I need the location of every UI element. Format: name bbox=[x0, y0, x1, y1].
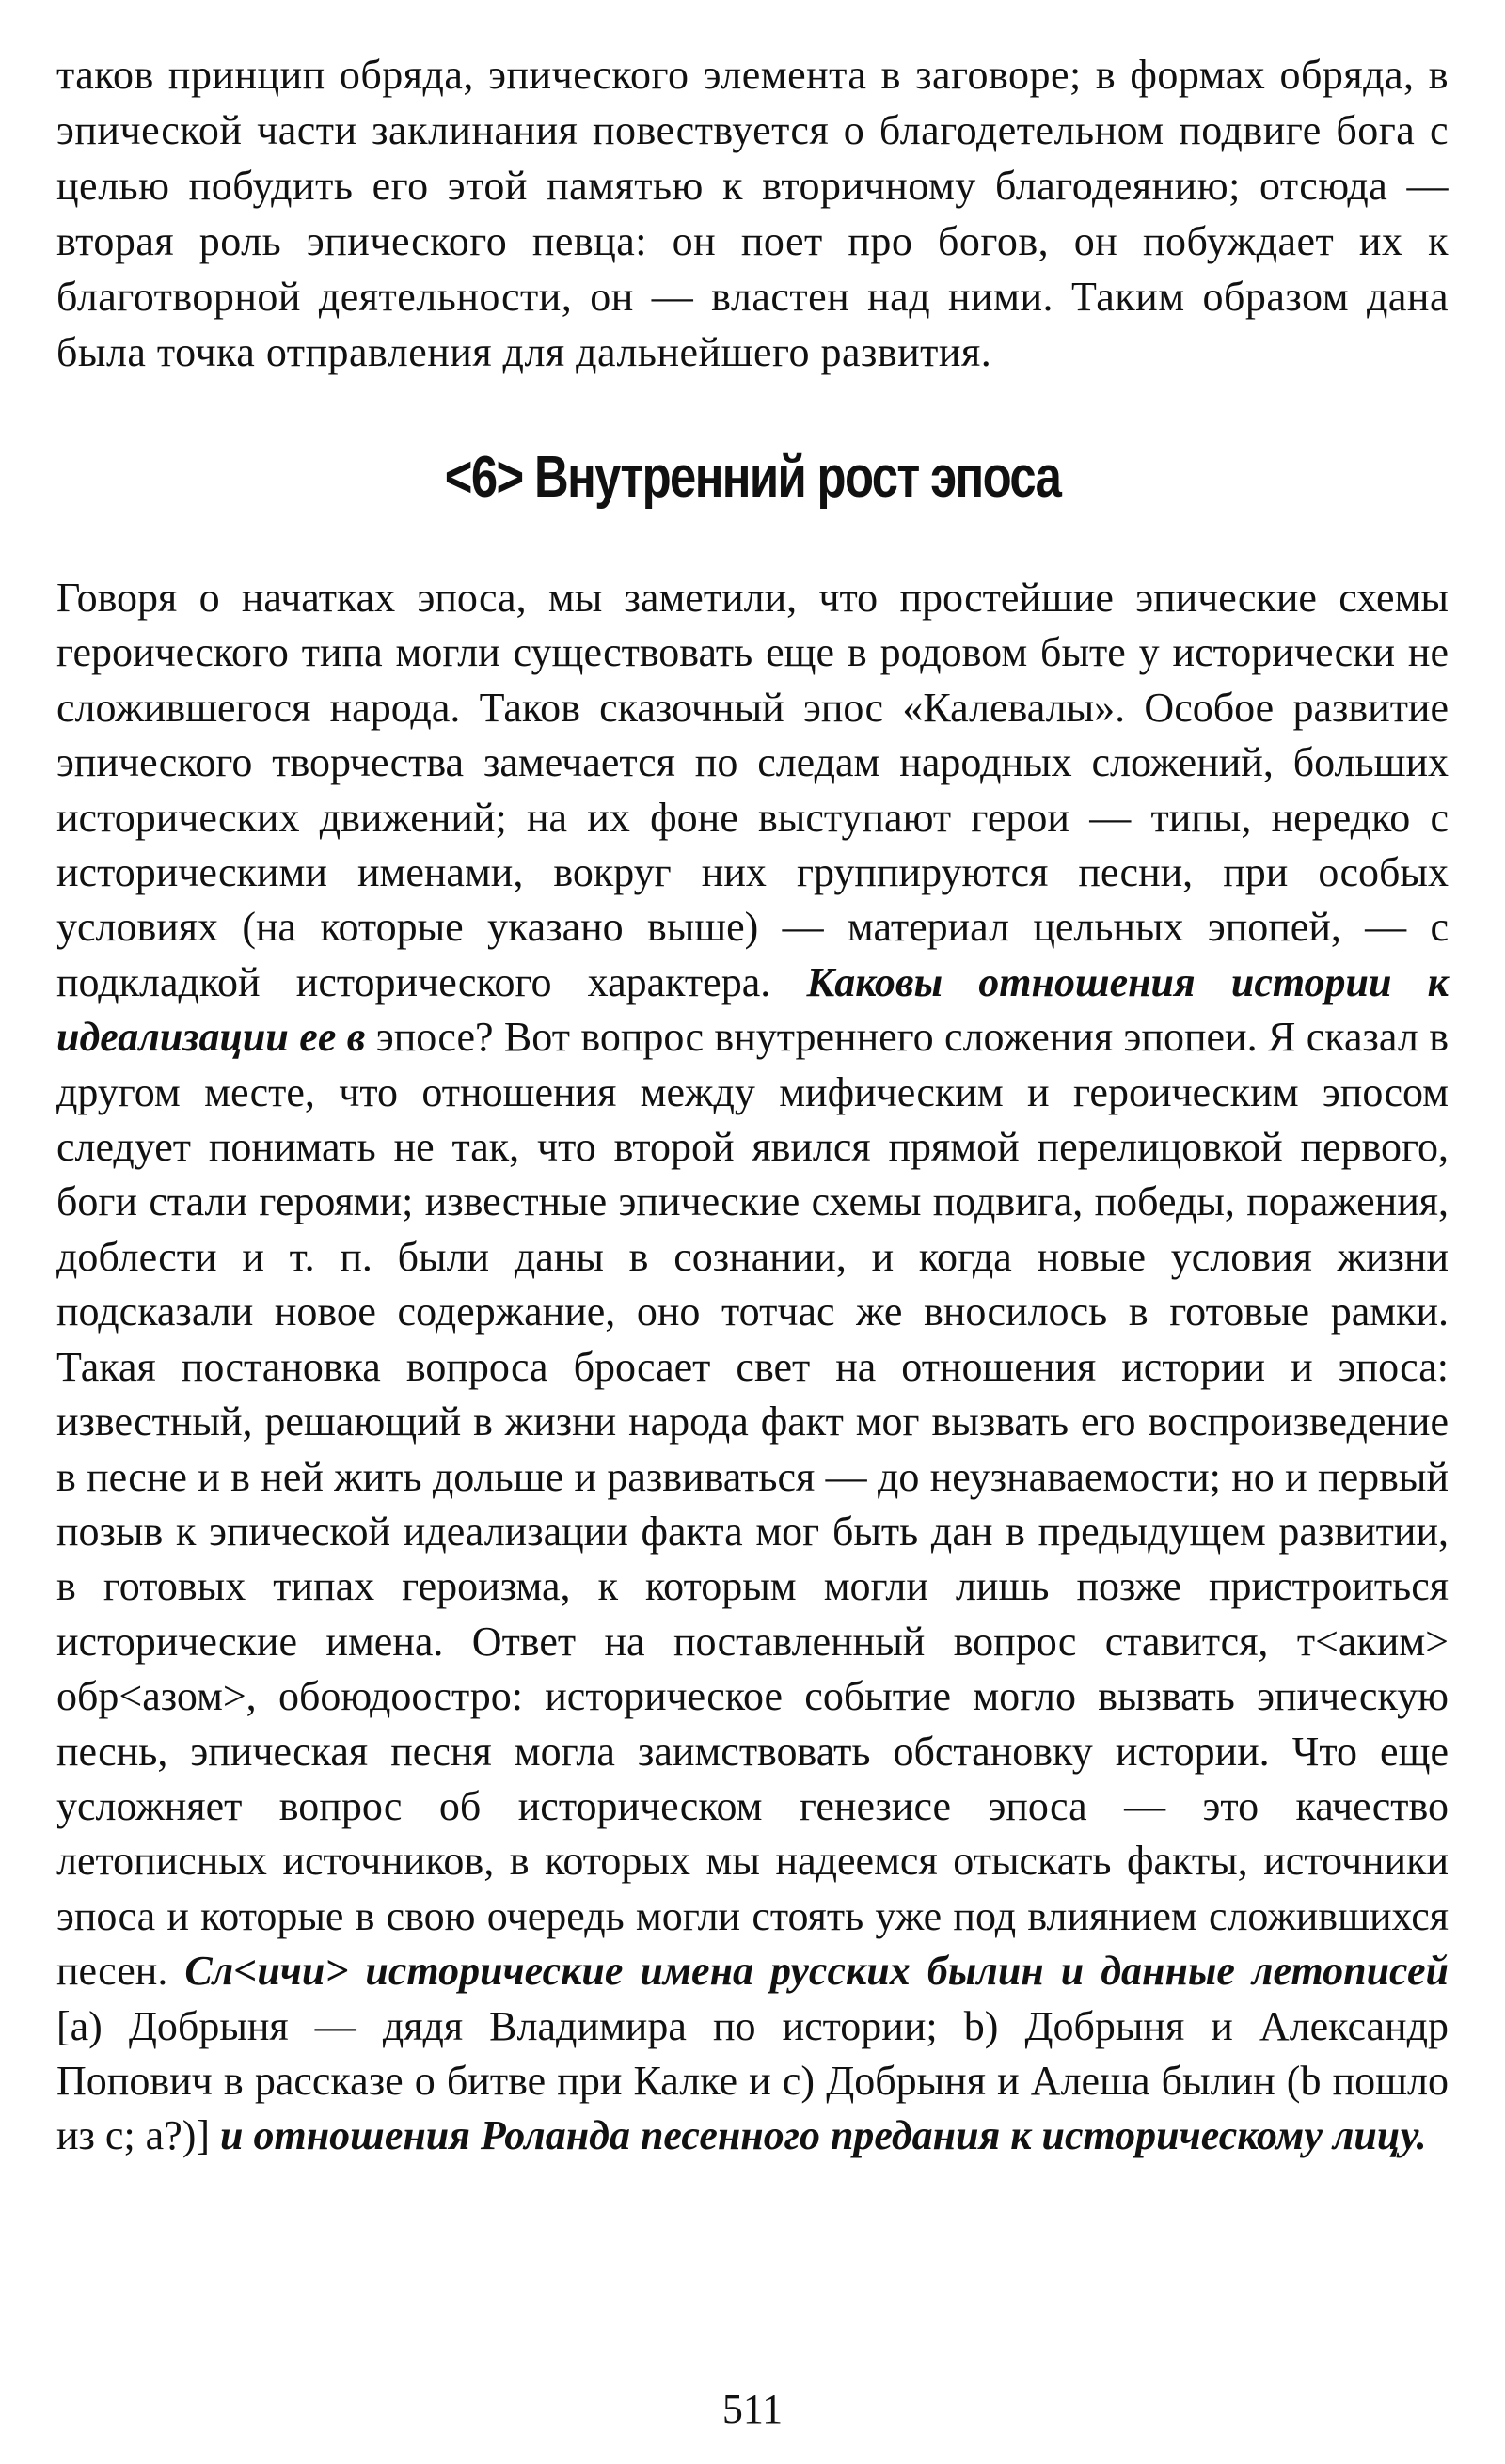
page-body bbox=[56, 47, 1449, 2164]
text-run: [a) Добрыня — дядя Владимира по истории; b) Добрыня и Александр Попович в рассказе о битве при Калке и c) Добрыня и Алеша былин (b пошло из с; а?)] bbox=[56, 2002, 1449, 2159]
italic-run: и отношения Роланда песенного предания к историческому лицу. bbox=[220, 2112, 1427, 2159]
paragraph-main bbox=[56, 571, 1449, 2164]
paragraph-intro: таков принцип обряда, эпического элемента в заговоре; в формах обряда, в эпической части заклинания повествуется о благодетельном подвиге бога с целью побудить его этой памятью к вторичному благодеянию; отсюда — вторая роль эпического певца: он поет про богов, он побуждает их к благотворной деятельности, он — властен над ними. Таким образом дана была точка отправления для дальнейшего развития. bbox=[56, 52, 1449, 375]
italic-run: Сл<ичи> исторические имена русских былин и данные летописей bbox=[184, 1948, 1449, 1995]
section-heading: <6> Внутренний рост эпоса bbox=[444, 445, 1061, 510]
text-run: Говоря о начатках эпоса, мы заметили, что простейшие эпические схемы героического типа могли существовать еще в родовом быте у исторически не сложившегося народа. Таков сказочный эпос «Калевалы». Особое развитие эпического творчества замечается по следам народных сложений, больших исторических движений; на их фоне выступают герои — типы, нередко с историческими именами, вокруг них группируются песни, при особых условиях (на которые указано выше) — материал цельных эпопей, — с подкладкой исторического характера. bbox=[56, 575, 1449, 1005]
page-number: 511 bbox=[721, 2386, 784, 2432]
italic-run: Каковы отношения истории к идеализации ее в bbox=[56, 958, 1449, 1061]
text-run: эпосе? Вот вопрос внутреннего сложения эпопеи. Я сказал в другом месте, что отношения между мифическим и героическим эпосом следует понимать не так, что второй явился прямой перелицовкой первого, боги стали героями; известные эпические схемы подвига, победы, поражения, доблести и т. п. были даны в сознании, и когда новые условия жизни подсказали новое содержание, оно тотчас же вносилось в готовые рамки. Такая постановка вопроса бросает свет на отношения истории и эпоса: известный, решающий в жизни народа факт мог вызвать его воспроизведение в песне и в ней жить дольше и развиваться — до неузнаваемости; но и первый позыв к эпической идеализации факта мог быть дан в предыдущем развитии, в готовых типах героизма, к которым могли лишь позже пристроиться исторические имена. Ответ на поставленный вопрос ставится, т<аким> обр<азом>, обоюдоостро: историческое событие могло вызвать эпическую песнь, эпическая песня могла заимствовать обстановку истории. Что еще усложняет вопрос об историческом генезисе эпоса — это качество летописных источников, в которых мы надеемся отыскать факты, источники эпоса и которые в свою очередь могли стоять уже под влиянием сложившихся песен. bbox=[56, 1014, 1449, 1995]
